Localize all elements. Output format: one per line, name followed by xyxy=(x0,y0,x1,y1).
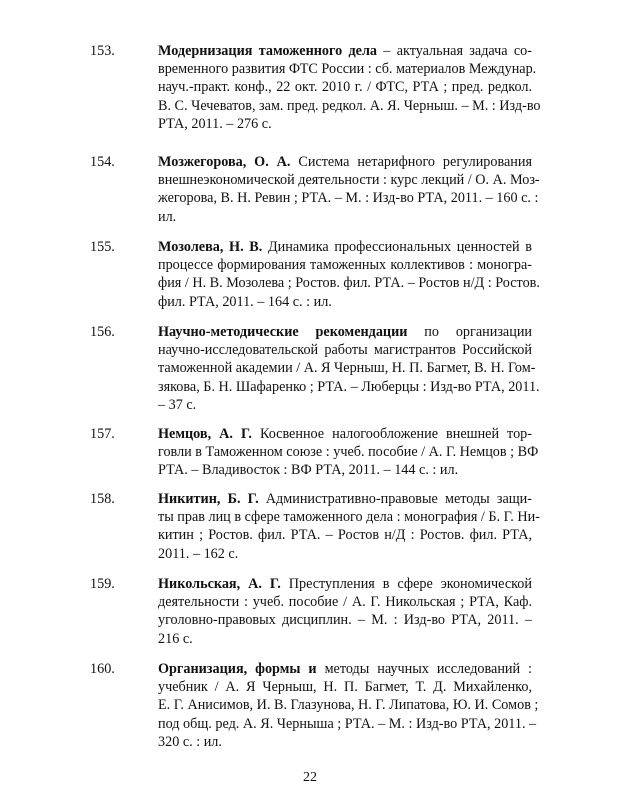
entry-segment: 320 с. : ил. xyxy=(158,733,222,750)
entry-number: 157. xyxy=(90,426,115,442)
entry-line xyxy=(158,396,532,414)
entry-number: 153. xyxy=(90,43,115,59)
entry-segment: фил. РТА, 2011. – 164 с. : ил. xyxy=(158,293,332,310)
entry-segment: ил. xyxy=(158,208,177,225)
entry-segment: уголовно-правовых дисциплин. – М. : Изд-во РТА, 2011. – xyxy=(158,612,532,629)
entry-segment: РТА. – Владивосток : ВФ РТА, 2011. – 144 с. : ил. xyxy=(158,462,459,479)
entry-segment: временного развития ФТС России : сб. материалов Междунар. xyxy=(158,61,537,78)
entry-segment: Динамика профессиональных ценностей в xyxy=(262,239,532,255)
entry-line xyxy=(158,545,532,563)
bibliography-entry xyxy=(90,153,540,226)
entry-segment: жегорова, В. Н. Ревин ; РТА. – М. : Изд-во РТА, 2011. – 160 с. : xyxy=(158,190,539,207)
bibliography-entry xyxy=(90,323,540,414)
entry-segment: 216 с. xyxy=(158,630,193,647)
entry-heading: Немцов, А. Г. xyxy=(158,426,252,442)
entry-segment: В. С. Чечеватов, зам. пред. редкол. А. Я. Черныш. – М. : Изд-во xyxy=(158,97,541,114)
entry-line xyxy=(158,526,532,544)
entry-line xyxy=(158,678,532,696)
entry-segment: науч.-практ. конф., 22 окт. 2010 г. / ФТС, РТА ; пред. редкол. xyxy=(158,79,532,96)
entry-heading: Научно-методические рекомендации xyxy=(158,324,408,340)
entry-text xyxy=(158,42,541,133)
entry-segment: под общ. ред. А. Я. Черныша ; РТА. – М. : Изд-во РТА, 2011. – xyxy=(158,715,537,732)
entry-line xyxy=(158,733,532,751)
entry-line xyxy=(158,171,540,189)
entry-segment: говли в Таможенном союзе : учеб. пособие / А. Г. Немцов ; ВФ xyxy=(158,444,539,461)
bibliography-entry xyxy=(90,425,539,480)
entry-segment: внешнеэкономической деятельности : курс лекций / О. А. Моз- xyxy=(158,172,540,189)
bibliography-entry xyxy=(90,42,541,133)
bibliography-entry xyxy=(90,660,539,751)
entry-line xyxy=(158,611,532,629)
entry-number: 154. xyxy=(90,154,115,170)
entry-line xyxy=(158,256,532,274)
entry-segment: по организации xyxy=(407,324,532,340)
entry-line xyxy=(158,461,532,479)
entry-line xyxy=(158,378,540,396)
entry-line xyxy=(158,425,532,443)
entry-heading: Мозолева, Н. В. xyxy=(158,239,263,255)
entry-segment: фия / Н. В. Мозолева ; Ростов. фил. РТА. – Ростов н/Д : Ростов. xyxy=(158,275,540,292)
entry-text xyxy=(158,238,540,311)
entry-heading: Мозжегорова, О. А. xyxy=(158,154,291,170)
entry-number: 156. xyxy=(90,324,115,340)
entry-line xyxy=(158,575,532,593)
entry-line xyxy=(158,189,539,207)
entry-segment: методы научных исследований : xyxy=(316,661,532,677)
bibliography-entry xyxy=(90,490,540,563)
entry-segment: 2011. – 162 с. xyxy=(158,545,239,562)
page-number: 22 xyxy=(303,770,317,785)
entry-segment: Косвенное налогообложение внешней тор- xyxy=(251,426,532,442)
entry-segment: учебник / А. Я Черныш, Н. П. Багмет, Т. Д. Михайленко, xyxy=(158,679,532,696)
entry-number: 155. xyxy=(90,239,115,255)
entry-text xyxy=(158,575,532,648)
entry-number: 158. xyxy=(90,491,115,507)
entry-line xyxy=(158,115,532,133)
entry-line xyxy=(158,508,540,526)
entry-number: 159. xyxy=(90,576,115,592)
entry-segment: зякова, Б. Н. Шафаренко ; РТА. – Люберцы : Изд-во РТА, 2011. xyxy=(158,378,540,395)
entry-line xyxy=(158,274,540,292)
entry-text xyxy=(158,660,539,751)
entry-line xyxy=(158,323,532,341)
entry-segment: – 37 с. xyxy=(158,396,197,413)
entry-segment: Преступления в сфере экономической xyxy=(280,576,532,592)
entry-text xyxy=(158,153,540,226)
entry-line xyxy=(158,696,539,714)
entry-segment: Административно-правовые методы защи- xyxy=(258,491,532,507)
entry-line xyxy=(158,359,536,377)
entry-text xyxy=(158,425,539,480)
entry-line xyxy=(158,630,532,648)
entry-line xyxy=(158,97,541,115)
entry-line xyxy=(158,341,532,359)
entry-text xyxy=(158,323,540,414)
entry-line xyxy=(158,490,532,508)
entry-segment: деятельности : учеб. пособие / А. Г. Никольская ; РТА, Каф. xyxy=(158,594,532,611)
entry-heading: Никитин, Б. Г. xyxy=(158,491,259,507)
entry-heading: Модернизация таможенного дела xyxy=(158,43,378,59)
entry-line xyxy=(158,153,532,171)
entry-heading: Никольская, А. Г. xyxy=(158,576,281,592)
entry-line xyxy=(158,660,532,678)
entry-segment: процессе формирования таможенных коллективов : моногра- xyxy=(158,257,532,274)
entry-segment: научно-исследовательской работы магистрантов Российской xyxy=(158,342,532,359)
entry-segment: таможенной академии / А. Я Черныш, Н. П. Багмет, В. Н. Гом- xyxy=(158,360,536,377)
entry-line xyxy=(158,208,532,226)
entry-segment: Система нетарифного регулирования xyxy=(290,154,532,170)
entry-line xyxy=(158,443,539,461)
entry-line xyxy=(158,42,532,60)
entry-line xyxy=(158,593,532,611)
entry-segment: ты прав лиц в сфере таможенного дела : монография / Б. Г. Ни- xyxy=(158,509,540,526)
entry-line xyxy=(158,293,532,311)
entry-line xyxy=(158,238,532,256)
entry-heading: Организация, формы и xyxy=(158,661,317,677)
entry-segment: китин ; Ростов. фил. РТА. – Ростов н/Д : Ростов. фил. РТА, xyxy=(158,527,532,544)
entry-number: 160. xyxy=(90,661,115,677)
entry-segment: РТА, 2011. – 276 с. xyxy=(158,115,272,132)
bibliography-entry xyxy=(90,238,540,311)
entry-text xyxy=(158,490,540,563)
entry-line xyxy=(158,60,537,78)
entry-segment: – актуальная задача со- xyxy=(377,43,532,59)
entry-line xyxy=(158,78,532,96)
bibliography-entry xyxy=(90,575,532,648)
entry-segment: Е. Г. Анисимов, И. В. Глазунова, Н. Г. Липатова, Ю. И. Сомов ; xyxy=(158,697,539,714)
entry-line xyxy=(158,715,537,733)
